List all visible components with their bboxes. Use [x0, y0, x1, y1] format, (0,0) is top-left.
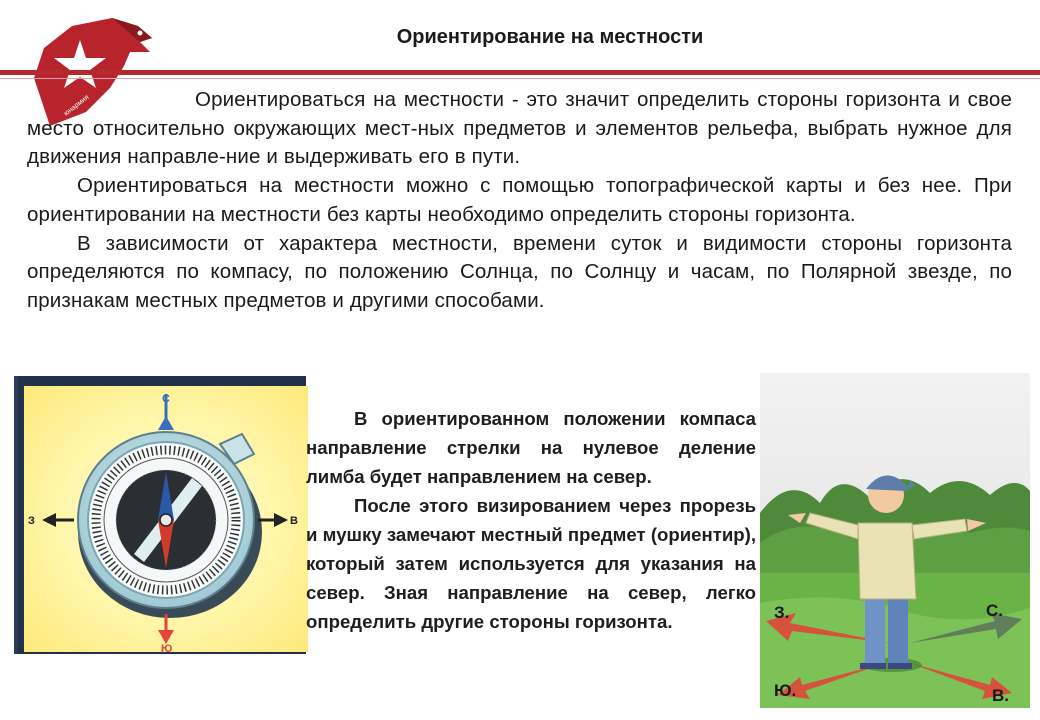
intro-text — [27, 86, 1012, 316]
photo-east-label: В. — [992, 686, 1009, 705]
header-rule-thin — [0, 78, 1040, 79]
boy-pointing-illustration — [760, 373, 1030, 708]
paragraph-2: Ориентироваться на местности можно с помощью топографической карты и без нее. При ориентировании на местности без карты необходимо определить стороны горизонта. — [27, 174, 1012, 226]
compass-west-label: З — [28, 515, 35, 527]
header-rule — [0, 70, 1040, 75]
logo-text: юнармия — [62, 93, 91, 118]
photo-west-label: З. — [774, 603, 790, 622]
compass-illustration — [14, 376, 306, 654]
orientation-illustration — [760, 373, 1030, 708]
compass-north-label: С — [162, 393, 170, 405]
compass-instructions — [306, 404, 756, 636]
photo-south-label: Ю. — [774, 681, 797, 700]
instruction-1: В ориентированном положении компаса направление стрелки на нулевое деление лимба будет направлением на север. — [306, 408, 756, 487]
compass-south-label: Ю — [161, 643, 173, 652]
photo-north-label: С. — [986, 601, 1003, 620]
page-title: Ориентирование на местности — [396, 26, 704, 48]
compass-east-label: В — [290, 515, 298, 527]
instruction-2: После этого визированием через прорезь и мушку замечают местный предмет (ориентир), который затем используется для указания на север. Зная направление на север, легко определить другие стороны горизонта. — [306, 495, 756, 632]
paragraph-1: Ориентироваться на местности - это значит определить стороны горизонта и свое место относительно окружающих мест-ных предметов и элементов рельефа, выбрать нужное для движения направле-ние и выдерживать его в пути. — [27, 88, 1012, 169]
compass-icon — [24, 386, 308, 652]
paragraph-3: В зависимости от характера местности, времени суток и видимости стороны горизонта определяются по компасу, по положению Солнца, по Солнцу и часам, по Полярной звезде, по признакам местных предметов и другими способами. — [27, 231, 1012, 312]
